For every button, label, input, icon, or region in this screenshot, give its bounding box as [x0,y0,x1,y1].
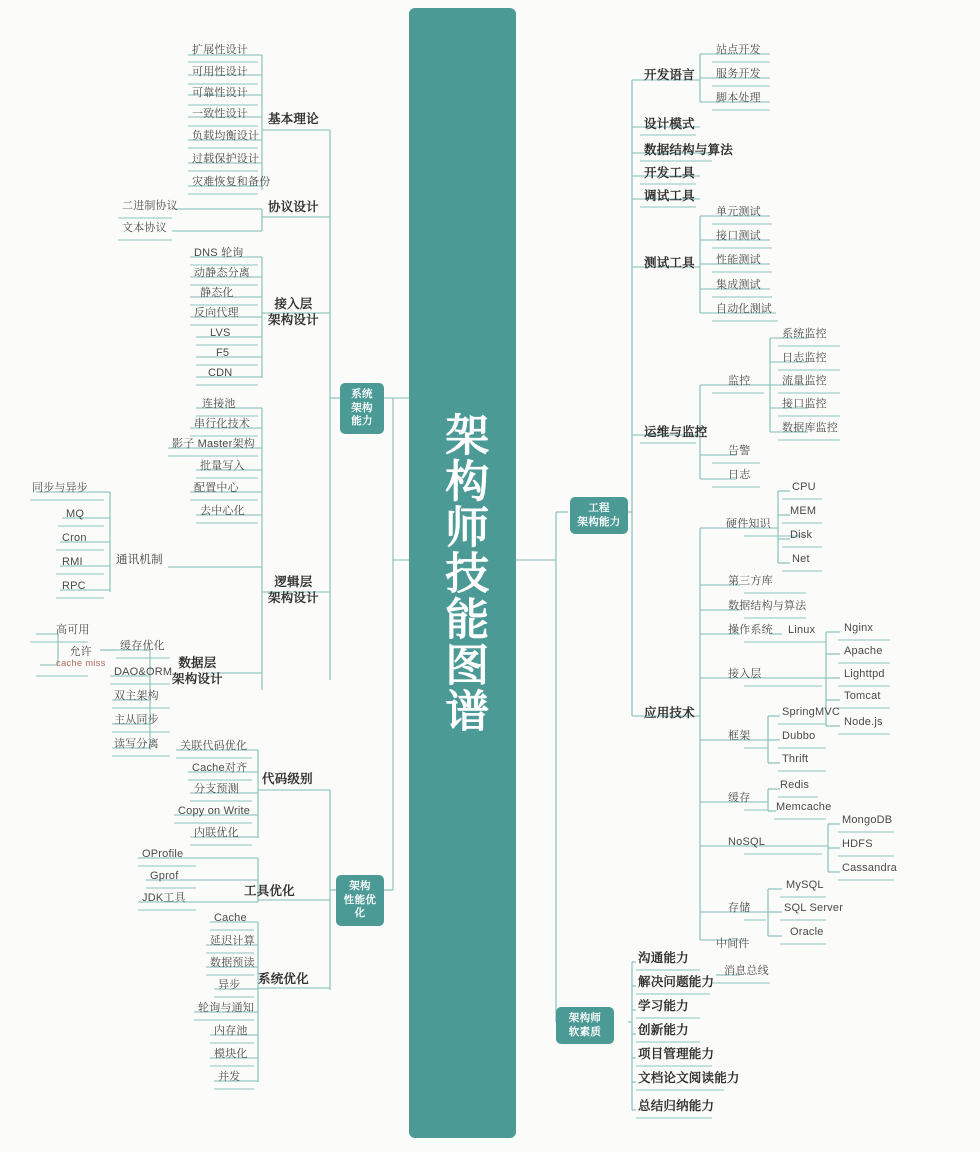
node-cache[interactable]: Cache [214,912,247,924]
node-data-structure-algorithm-2[interactable]: 数据结构与算法 [728,600,807,612]
node-overload-protection-design[interactable]: 过载保护设计 [192,153,260,165]
node-related-code-optimization[interactable]: 关联代码优化 [180,740,248,752]
node-application-technology[interactable]: 应用技术 [644,706,695,720]
node-middleware[interactable]: 中间件 [716,938,750,950]
node-data-prefetch[interactable]: 数据预读 [210,957,255,969]
node-memory-pool[interactable]: 内存池 [214,1025,248,1037]
node-disaster-recovery-backup[interactable]: 灾难恢复和备份 [192,176,271,188]
node-log-monitoring[interactable]: 日志监控 [782,352,827,364]
node-batch-write[interactable]: 批量写入 [200,460,245,472]
node-nosql[interactable]: NoSQL [728,836,766,848]
node-async[interactable]: 异步 [218,979,241,991]
node-scalability-design[interactable]: 扩展性设计 [192,44,248,56]
node-lazy-evaluation[interactable]: 延迟计算 [210,935,255,947]
node-dao-orm[interactable]: DAO&ORM [114,666,173,678]
node-cache-optimization[interactable]: 缓存优化 [120,640,165,652]
node-jdk-tools[interactable]: JDK工具 [142,892,186,904]
page-title: 架构师技能图谱 [409,8,516,1138]
node-oprofile[interactable]: OProfile [142,848,184,860]
node-cron[interactable]: Cron [62,532,87,544]
node-development-tools[interactable]: 开发工具 [644,166,695,180]
node-automation-test[interactable]: 自动化测试 [716,303,772,315]
node-nodejs[interactable]: Node.js [844,716,883,728]
node-storage[interactable]: 存储 [728,902,751,914]
node-protocol-design[interactable]: 协议设计 [268,200,319,214]
node-rmi[interactable]: RMI [62,556,83,568]
node-basic-theory[interactable]: 基本理论 [268,112,319,126]
node-alarm[interactable]: 告警 [728,445,751,457]
node-cache-alignment[interactable]: Cache对齐 [192,762,248,774]
node-site-development[interactable]: 站点开发 [716,44,761,56]
node-master-slave-sync[interactable]: 主从同步 [114,714,159,726]
node-problem-solving-ability[interactable]: 解决问题能力 [638,975,715,989]
node-innovation-ability[interactable]: 创新能力 [638,1023,689,1037]
branch-label-line2: 软素质 [568,1025,602,1038]
node-mysql[interactable]: MySQL [786,879,824,891]
node-sql-server[interactable]: SQL Server [784,902,844,914]
node-communication-mechanism[interactable]: 通讯机制 [116,554,163,566]
node-third-party-library[interactable]: 第三方库 [728,575,773,587]
node-decentralization[interactable]: 去中心化 [200,505,245,517]
node-linux[interactable]: Linux [788,624,816,636]
branch-label-line1: 架构师 [568,1012,602,1024]
node-access-layer-line2: 架构设计 [268,312,319,327]
node-springmvc[interactable]: SpringMVC [782,706,841,718]
node-copy-on-write[interactable]: Copy on Write [178,805,251,817]
node-data-structure-algorithm[interactable]: 数据结构与算法 [644,143,733,157]
node-cache-tech[interactable]: 缓存 [728,792,751,804]
node-paper-reading-ability[interactable]: 文档论文阅读能力 [638,1071,740,1085]
node-project-management-ability[interactable]: 项目管理能力 [638,1047,715,1061]
node-config-center[interactable]: 配置中心 [194,482,239,494]
node-branch-prediction[interactable]: 分支预测 [194,783,239,795]
node-net[interactable]: Net [792,553,810,565]
branch-label-line2: 架构能力 [577,515,621,528]
node-integration-test[interactable]: 集成测试 [716,279,761,291]
node-inline-optimization[interactable]: 内联优化 [194,827,239,839]
node-allow-cache-miss-line2: cache miss [56,657,106,669]
node-test-tools[interactable]: 测试工具 [644,256,695,270]
node-ops-monitoring[interactable]: 运维与监控 [644,425,708,439]
node-traffic-monitoring[interactable]: 流量监控 [782,375,827,387]
node-gprof[interactable]: Gprof [150,870,179,882]
node-high-availability[interactable]: 高可用 [56,624,90,636]
node-message-bus[interactable]: 消息总线 [724,965,769,977]
node-learning-ability[interactable]: 学习能力 [638,999,689,1013]
node-polling-notification[interactable]: 轮询与通知 [198,1002,254,1014]
node-access-layer-line1: 接入层 [274,297,313,311]
node-cpu[interactable]: CPU [792,481,816,493]
node-code-level[interactable]: 代码级别 [262,772,313,786]
node-logic-layer-architecture[interactable] [268,575,319,609]
branch-label-line1: 工程 [588,502,610,514]
node-dynamic-static-separation[interactable]: 动静态分离 [194,267,250,279]
node-development-language[interactable]: 开发语言 [644,68,695,82]
node-data-layer-line1: 数据层 [178,656,217,670]
node-concurrency[interactable]: 并发 [218,1071,241,1083]
node-tomcat[interactable]: Tomcat [844,690,881,702]
branch-label-line1: 架构 [349,880,371,892]
node-text-protocol[interactable]: 文本协议 [122,222,167,234]
node-access-layer-tech[interactable]: 接入层 [728,668,762,680]
node-f5[interactable]: F5 [216,347,230,359]
node-oracle[interactable]: Oracle [790,926,824,938]
node-binary-protocol[interactable]: 二进制协议 [122,200,178,212]
node-script-processing[interactable]: 脚本处理 [716,92,761,104]
node-system-optimization[interactable]: 系统优化 [258,972,309,986]
node-lvs[interactable]: LVS [210,327,231,339]
branch-label-line1: 系统 [351,388,373,400]
node-thrift[interactable]: Thrift [782,753,809,765]
node-system-monitoring[interactable]: 系统监控 [782,328,827,340]
branch-soft-skills[interactable] [556,1007,614,1044]
node-monitoring[interactable]: 监控 [728,375,751,387]
node-hdfs[interactable]: HDFS [842,838,873,850]
branch-system-architecture[interactable] [340,383,384,434]
node-data-layer-architecture[interactable] [172,656,223,690]
node-design-pattern[interactable]: 设计模式 [644,117,695,131]
node-dns-round-robin[interactable]: DNS 轮询 [194,247,244,259]
node-access-layer-architecture[interactable] [268,297,319,331]
node-static-caching[interactable]: 静态化 [200,287,234,299]
node-read-write-separation[interactable]: 读写分离 [114,738,159,750]
branch-label-line2: 性能优化 [343,893,377,920]
node-dubbo[interactable]: Dubbo [782,730,816,742]
node-nginx[interactable]: Nginx [844,622,874,634]
node-log[interactable]: 日志 [728,469,751,481]
node-performance-test[interactable]: 性能测试 [716,254,761,266]
node-service-development[interactable]: 服务开发 [716,68,761,80]
node-memcache[interactable]: Memcache [776,801,832,813]
node-mq[interactable]: MQ [66,508,85,520]
node-interface-monitoring[interactable]: 接口监控 [782,398,827,410]
branch-performance-optimization[interactable] [336,875,384,926]
node-consistency-design[interactable]: 一致性设计 [192,108,248,120]
node-operating-system[interactable]: 操作系统 [728,624,773,636]
node-debug-tools[interactable]: 调试工具 [644,189,695,203]
node-sync-async[interactable]: 同步与异步 [32,482,88,494]
node-mongodb[interactable]: MongoDB [842,814,893,826]
node-load-balancing-design[interactable]: 负载均衡设计 [192,130,260,142]
node-mem[interactable]: MEM [790,505,817,517]
node-cassandra[interactable]: Cassandra [842,862,897,874]
node-unit-test[interactable]: 单元测试 [716,206,761,218]
node-allow-cache-miss[interactable] [56,646,106,673]
node-availability-design[interactable]: 可用性设计 [192,66,248,78]
node-hardware-knowledge[interactable]: 硬件知识 [726,518,771,530]
node-shadow-master-architecture[interactable]: 影子 Master架构 [172,438,255,450]
node-serialization-tech[interactable]: 串行化技术 [194,418,250,430]
node-tool-optimization[interactable]: 工具优化 [244,884,295,898]
node-logic-layer-line1: 逻辑层 [274,575,313,589]
node-reverse-proxy[interactable]: 反向代理 [194,307,239,319]
node-cdn[interactable]: CDN [208,367,233,379]
node-apache[interactable]: Apache [844,645,883,657]
node-data-layer-line2: 架构设计 [172,671,223,686]
node-redis[interactable]: Redis [780,779,810,791]
node-interface-test[interactable]: 接口测试 [716,230,761,242]
node-lighttpd[interactable]: Lighttpd [844,668,885,680]
branch-engineering-architecture[interactable] [570,497,628,534]
node-rpc[interactable]: RPC [62,580,86,592]
node-database-monitoring[interactable]: 数据库监控 [782,422,838,434]
branch-label-line2: 架构能力 [351,401,373,428]
node-framework[interactable]: 框架 [728,730,751,742]
node-disk[interactable]: Disk [790,529,813,541]
node-modularization[interactable]: 模块化 [214,1048,248,1060]
node-connection-pool[interactable]: 连接池 [202,398,236,410]
node-logic-layer-line2: 架构设计 [268,590,319,605]
node-reliability-design[interactable]: 可靠性设计 [192,87,248,99]
node-allow-cache-miss-line1: 允许 [69,646,92,658]
node-communication-ability[interactable]: 沟通能力 [638,951,689,965]
node-summarization-ability[interactable]: 总结归纳能力 [638,1099,715,1113]
node-dual-master-architecture[interactable]: 双主架构 [114,690,159,702]
